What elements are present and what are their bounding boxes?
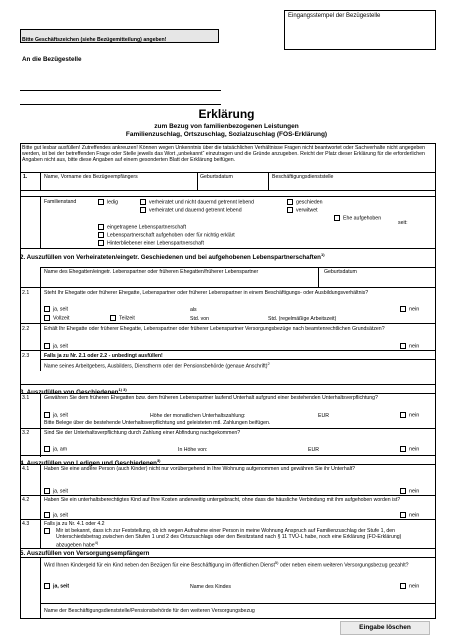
q43-text: Mir ist bekannt, dass ich zur Feststellung, ob ich wegen Aufnahme einer Person in meine Wohnung Anspruch auf Familienzuschlag der Stufe 1, den Unterschiedsbetrag zwischen den Stufen 1 und 2 des Ortszuschlags oder den Besitzstand nach § 11 TVÜ-L habe, noch eine Erklärung (FO-Erklärung) abzugeben habe$^{4)}$ [56,528,402,549]
s5-nein[interactable]: nein [400,583,419,589]
stamp-box [284,10,436,50]
geschieden-checkbox[interactable] [287,199,293,205]
q22-nein-checkbox[interactable] [400,343,406,349]
q41-nein-checkbox[interactable] [400,488,406,494]
reference-hint: Bitte Geschäftszeichen (siehe Bezügemitteilung) angeben! [22,37,167,43]
q42-nein[interactable]: nein [400,512,419,518]
q21-teilzeit[interactable]: Teilzeit [110,315,135,321]
addressee: An die Bezügestelle [22,56,82,63]
q21-nein-checkbox[interactable] [400,306,406,312]
q41-text: Haben Sie eine andere Person (auch Kinder) nicht nur vorübergehend in Ihre Wohnung aufgenommen und gewähren Sie ihr Unterhalt? [44,466,356,472]
q42-ja[interactable]: ja, seit [44,512,68,518]
s5-heading: 5. Auszufüllen von Versorgungsempfängern [20,550,150,557]
q21-vollzeit[interactable]: Vollzeit [44,315,69,321]
page-subtitle-2: Familienzuschlag, Ortszuschlag, Sozialzuschlag (FOS-Erklärung) [125,131,328,138]
stamp-label: Eingangsstempel der Bezügestelle [288,13,381,19]
q31-belege: Bitte Belege über die bestehende Unterhaltsverpflichtung und geleisteten mtl. Zahlungen beifügen. [44,420,271,426]
s1-number: 1. [23,174,28,180]
s5-question: Wird Ihnen Kindergeld für ein Kind neben den Bezügen für eine Beschäftigung im öffentlichen Dienst$^{5)}$ oder neben einem weiteren Versorgungsbezug gezahlt? [44,560,409,569]
q32-text: Sind Sie der Unterhaltsverpflichtung durch Zahlung einer Abfindung nachgekommen? [44,430,241,436]
q42-ja-checkbox[interactable] [44,512,50,518]
s5-nein-checkbox[interactable] [400,583,406,589]
q31-ja[interactable]: ja, seit [44,412,68,418]
q43-number: 4.3 [22,521,30,527]
q23-number: 2.3 [22,353,30,359]
q31-ja-checkbox[interactable] [44,412,50,418]
q22-ja[interactable]: ja, seit [44,343,68,349]
q41-ja-checkbox[interactable] [44,488,50,494]
page-subtitle-1: zum Bezug von familienbezogenen Leistungen [154,123,299,130]
option-ledig[interactable]: ledig [98,199,118,205]
q21-text: Steht Ihr Ehegatte oder früherer Ehegatte, Lebenspartner oder früherer Lebenspartner in einem Beschäftigungs- oder Ausbildungsverhältnis? [44,290,369,296]
option-ehe-aufgehoben[interactable]: Ehe aufgehoben [334,215,381,221]
q43-intro: Falls ja zu Nr. 4.1 oder 4.2 [44,521,105,527]
s1-col-office: Beschäftigungsdienststelle [272,174,334,180]
s4-heading: 4. Auszufüllen von Ledigen und Geschiedenen$^{3)}$ [20,458,161,468]
q43-checkbox[interactable] [44,528,50,534]
seit-label: seit: [398,220,408,226]
verwitwet-checkbox[interactable] [287,207,293,213]
q31-eur: EUR [318,413,329,419]
q21-number: 2.1 [22,290,30,296]
lp1-checkbox[interactable] [98,224,104,230]
q31-text: Gewähren Sie dem früheren Ehegatten bzw. dem früheren Lebenspartner laufend Unterhalt aufgrund einer bestehenden Unterhaltsverpflichtung? [44,395,378,401]
s1-col-name: Name, Vorname des Bezügeempfängers [44,174,138,180]
q32-eur: EUR [308,447,319,453]
q21-als: als [190,307,197,313]
q21-nein[interactable]: nein [400,306,419,312]
q41-nein[interactable]: nein [400,488,419,494]
intro-text: Bitte gut lesbar ausfüllen! Zutreffendes ankreuzen! Können wegen Unkenntnis über die tatsächlichen Verhältnisse Fragen nicht beantwortet oder Sachverhalte nicht angegeben werden, ist bei der betreffenden Frage oder Stelle jeweils das Wort „unbekannt“ einzutragen und die Gründe anzugeben. Reicht der Platz dieser Erklärung für die erforderlichen Angaben nicht aus, bitte diese Angaben auf einem gesonderten Blatt der Erklärung beifügen. [22,145,426,163]
lp2-checkbox[interactable] [98,232,104,238]
q41-ja[interactable]: ja, seit [44,488,68,494]
page-title: Erklärung [198,107,255,121]
option-geschieden[interactable]: geschieden [287,199,323,205]
option-lp2[interactable]: Lebenspartnerschaft aufgehoben oder für nichtig erklärt [98,232,235,238]
option-lp3[interactable]: Hinterbliebener einer Lebenspartnerschaft [98,240,204,246]
q32-ja[interactable]: ja, am [44,446,67,452]
q32-nein[interactable]: nein [400,446,419,452]
q23-text: Falls ja zu Nr. 2.1 oder 2.2 - unbedingt ausfüllen! [44,353,163,359]
option-verwitwet[interactable]: verwitwet [287,207,318,213]
s3-heading: 3. Auszufüllen von Geschiedenen$^{1) 3)}$ [20,387,127,397]
employer-label: Name seines Arbeitgebers, Ausbilders, Dienstherrn oder der Pensionsbehörde (genaue Anschrift)$^2$ [44,361,270,370]
q21-std-regular: Std. (regelmäßige Arbeitszeit) [268,316,337,322]
q21-std-von: Std. von [190,316,210,322]
q21-ja-checkbox[interactable] [44,306,50,312]
q22-text: Erhält Ihr Ehegatte oder früherer Ehegatte, Lebenspartner oder früherer Lebenspartner Versorgungsbezüge nach beamtenrechtlichen Grundsätzen? [44,326,385,332]
familienstand-label: Familienstand [44,199,77,205]
lp3-checkbox[interactable] [98,240,104,246]
teilzeit-checkbox[interactable] [110,315,116,321]
s5-ja[interactable]: ja, seit [44,583,69,589]
s5-kind: Name des Kindes [190,584,231,590]
q22-number: 2.2 [22,326,30,332]
q31-nein[interactable]: nein [400,412,419,418]
option-verheiratet-zusammen[interactable]: verheiratet und nicht dauernd getrennt lebend [140,199,254,205]
s1-col-birth: Geburtsdatum [200,174,233,180]
ledig-checkbox[interactable] [98,199,104,205]
q41-number: 4.1 [22,466,30,472]
s2-col-name: Name des Ehegatten/eingetr. Lebenspartner oder früheren Ehegatten/früherer Lebenspartner [44,269,259,275]
q32-nein-checkbox[interactable] [400,446,406,452]
address-line-1[interactable] [20,90,221,91]
s2-col-birth: Geburtsdatum [324,269,357,275]
q21-ja[interactable]: ja, seit [44,306,68,312]
q32-number: 3.2 [22,430,30,436]
q42-text: Haben Sie ein unterhaltsberechtigtes Kind auf Ihre Kosten anderweitig untergebracht, ohne dass die häusliche Verbindung mit ihm aufgehoben worden ist? [44,497,401,503]
s2-heading: 2. Auszufüllen von Verheirateten/eingetr. Geschiedenen und bei aufgehobenen Lebenspartnerschaften$^{1)}$ [20,252,325,262]
vollzeit-checkbox[interactable] [44,315,50,321]
s5-office: Name der Beschäftigungsdienststelle/Pensionsbehörde für den weiteren Versorgungsbezug [44,608,255,614]
q31-nein-checkbox[interactable] [400,412,406,418]
q32-ja-checkbox[interactable] [44,446,50,452]
option-verheiratet-getrennt[interactable]: verheiratet und dauernd getrennt lebend [140,207,242,213]
s5-ja-checkbox[interactable] [44,583,50,589]
q32-in-hoehe: In Höhe von: [178,447,208,453]
verheiratet-zusammen-checkbox[interactable] [140,199,146,205]
option-lp1[interactable]: eingetragene Lebenspartnerschaft [98,224,186,230]
q31-hoehe: Höhe der monatlichen Unterhaltszahlung: [150,413,246,419]
address-line-2[interactable] [20,104,221,105]
q22-nein[interactable]: nein [400,343,419,349]
q22-ja-checkbox[interactable] [44,343,50,349]
ehe-aufgehoben-checkbox[interactable] [334,215,340,221]
q42-number: 4.2 [22,497,30,503]
q31-number: 3.1 [22,395,30,401]
verheiratet-getrennt-checkbox[interactable] [140,207,146,213]
q42-nein-checkbox[interactable] [400,512,406,518]
reset-button[interactable]: Eingabe löschen [340,621,430,635]
